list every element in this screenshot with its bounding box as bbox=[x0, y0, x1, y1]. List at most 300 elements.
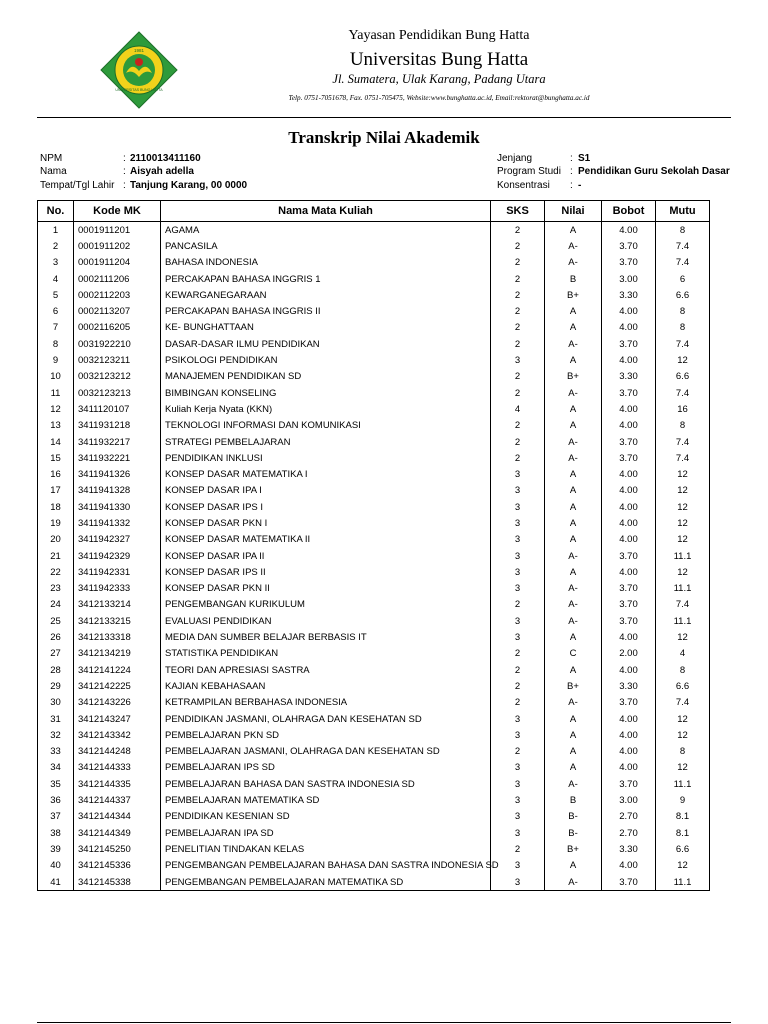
course-credits: 2 bbox=[491, 434, 545, 450]
course-weight: 4.00 bbox=[602, 532, 656, 548]
course-grade: A bbox=[545, 629, 602, 645]
table-row bbox=[38, 744, 710, 760]
course-credits: 3 bbox=[491, 825, 545, 841]
row-number: 7 bbox=[38, 320, 74, 336]
course-quality: 12 bbox=[656, 483, 710, 499]
course-name: KONSEP DASAR IPS I bbox=[161, 499, 491, 515]
row-number: 39 bbox=[38, 841, 74, 857]
course-credits: 2 bbox=[491, 597, 545, 613]
course-credits: 3 bbox=[491, 776, 545, 792]
course-weight: 4.00 bbox=[602, 466, 656, 482]
course-credits: 2 bbox=[491, 662, 545, 678]
table-header-row bbox=[38, 201, 710, 222]
course-grade: B- bbox=[545, 809, 602, 825]
course-grade: B bbox=[545, 271, 602, 287]
course-grade: A- bbox=[545, 385, 602, 401]
level-colon: : bbox=[570, 153, 573, 164]
course-name: TEORI DAN APRESIASI SASTRA bbox=[161, 662, 491, 678]
course-code: 3412133215 bbox=[74, 613, 161, 629]
course-name: PERCAKAPAN BAHASA INGGRIS II bbox=[161, 303, 491, 319]
table-row bbox=[38, 287, 710, 303]
course-weight: 3.30 bbox=[602, 841, 656, 857]
university-address: Jl. Sumatera, Ulak Karang, Padang Utara bbox=[332, 72, 546, 86]
course-grade: A- bbox=[545, 695, 602, 711]
course-quality: 7.4 bbox=[656, 238, 710, 254]
row-number: 6 bbox=[38, 303, 74, 319]
row-number: 37 bbox=[38, 809, 74, 825]
row-number: 19 bbox=[38, 515, 74, 531]
logo-year: 1981 bbox=[133, 48, 145, 53]
table-row bbox=[38, 352, 710, 368]
row-number: 35 bbox=[38, 776, 74, 792]
course-credits: 4 bbox=[491, 401, 545, 417]
course-grade: A- bbox=[545, 336, 602, 352]
course-weight: 3.70 bbox=[602, 385, 656, 401]
table-row bbox=[38, 874, 710, 891]
course-code: 0001911202 bbox=[74, 238, 161, 254]
row-number: 28 bbox=[38, 662, 74, 678]
course-code: 3412145336 bbox=[74, 858, 161, 874]
course-weight: 4.00 bbox=[602, 760, 656, 776]
table-row bbox=[38, 515, 710, 531]
course-code: 3412144333 bbox=[74, 760, 161, 776]
row-number: 36 bbox=[38, 792, 74, 808]
course-name: KONSEP DASAR MATEMATIKA I bbox=[161, 466, 491, 482]
course-grade: A- bbox=[545, 450, 602, 466]
birth-label: Tempat/Tgl Lahir bbox=[40, 180, 115, 191]
course-weight: 3.00 bbox=[602, 271, 656, 287]
course-grade: A bbox=[545, 499, 602, 515]
col-header-weight: Bobot bbox=[602, 201, 656, 222]
course-quality: 12 bbox=[656, 727, 710, 743]
npm-value: 2110013411160 bbox=[130, 153, 201, 164]
course-code: 3412144337 bbox=[74, 792, 161, 808]
col-header-code: Kode MK bbox=[74, 201, 161, 222]
university-contact: Telp. 0751-7051678, Fax. 0751-705475, Website:www.bunghatta.ac.id, Email:rektorat@bunghatta.ac.id bbox=[288, 94, 590, 102]
col-header-credits: SKS bbox=[491, 201, 545, 222]
footer-divider bbox=[37, 1022, 731, 1023]
course-grade: B- bbox=[545, 825, 602, 841]
course-code: 3412144335 bbox=[74, 776, 161, 792]
course-credits: 3 bbox=[491, 532, 545, 548]
name-colon: : bbox=[123, 166, 126, 177]
course-code: 3412141224 bbox=[74, 662, 161, 678]
course-code: 0002111206 bbox=[74, 271, 161, 287]
course-grade: A bbox=[545, 352, 602, 368]
course-grade: A bbox=[545, 466, 602, 482]
course-quality: 12 bbox=[656, 760, 710, 776]
table-body bbox=[38, 222, 710, 891]
course-name: PENELITIAN TINDAKAN KELAS bbox=[161, 841, 491, 857]
row-number: 30 bbox=[38, 695, 74, 711]
course-weight: 4.00 bbox=[602, 401, 656, 417]
course-weight: 4.00 bbox=[602, 352, 656, 368]
course-weight: 2.00 bbox=[602, 646, 656, 662]
course-code: 3412133318 bbox=[74, 629, 161, 645]
course-weight: 4.00 bbox=[602, 711, 656, 727]
course-grade: A- bbox=[545, 238, 602, 254]
course-name: KONSEP DASAR IPA I bbox=[161, 483, 491, 499]
course-quality: 7.4 bbox=[656, 336, 710, 352]
student-info-left bbox=[40, 152, 280, 196]
course-grade: A- bbox=[545, 776, 602, 792]
course-quality: 16 bbox=[656, 401, 710, 417]
row-number: 4 bbox=[38, 271, 74, 287]
birth-value: Tanjung Karang, 00 0000 bbox=[130, 180, 248, 191]
table-row bbox=[38, 450, 710, 466]
course-quality: 4 bbox=[656, 646, 710, 662]
course-weight: 3.70 bbox=[602, 581, 656, 597]
course-name: AGAMA bbox=[161, 222, 491, 239]
course-credits: 3 bbox=[491, 711, 545, 727]
program-label: Program Studi bbox=[497, 166, 561, 177]
row-number: 11 bbox=[38, 385, 74, 401]
table-row bbox=[38, 629, 710, 645]
course-credits: 3 bbox=[491, 760, 545, 776]
course-code: 3411120107 bbox=[74, 401, 161, 417]
row-number: 9 bbox=[38, 352, 74, 368]
course-weight: 4.00 bbox=[602, 727, 656, 743]
header-divider bbox=[37, 117, 731, 118]
course-code: 3412143342 bbox=[74, 727, 161, 743]
row-number: 12 bbox=[38, 401, 74, 417]
course-weight: 4.00 bbox=[602, 564, 656, 580]
course-credits: 2 bbox=[491, 303, 545, 319]
table-row bbox=[38, 418, 710, 434]
table-row bbox=[38, 825, 710, 841]
course-quality: 6.6 bbox=[656, 841, 710, 857]
course-credits: 3 bbox=[491, 727, 545, 743]
row-number: 21 bbox=[38, 548, 74, 564]
course-grade: A- bbox=[545, 597, 602, 613]
row-number: 23 bbox=[38, 581, 74, 597]
course-grade: B+ bbox=[545, 369, 602, 385]
course-quality: 12 bbox=[656, 352, 710, 368]
table-row bbox=[38, 303, 710, 319]
course-quality: 7.4 bbox=[656, 385, 710, 401]
row-number: 24 bbox=[38, 597, 74, 613]
course-credits: 3 bbox=[491, 515, 545, 531]
row-number: 15 bbox=[38, 450, 74, 466]
course-quality: 11.1 bbox=[656, 548, 710, 564]
course-grade: A- bbox=[545, 874, 602, 891]
course-quality: 8.1 bbox=[656, 825, 710, 841]
course-weight: 4.00 bbox=[602, 744, 656, 760]
course-name: KONSEP DASAR IPS II bbox=[161, 564, 491, 580]
row-number: 31 bbox=[38, 711, 74, 727]
course-credits: 3 bbox=[491, 499, 545, 515]
table-row bbox=[38, 466, 710, 482]
course-grade: A bbox=[545, 744, 602, 760]
row-number: 41 bbox=[38, 874, 74, 891]
course-credits: 3 bbox=[491, 564, 545, 580]
name-value: Aisyah adella bbox=[130, 166, 194, 177]
course-quality: 7.4 bbox=[656, 695, 710, 711]
course-credits: 2 bbox=[491, 646, 545, 662]
course-name: MEDIA DAN SUMBER BELAJAR BERBASIS IT bbox=[161, 629, 491, 645]
col-header-no: No. bbox=[38, 201, 74, 222]
npm-colon: : bbox=[123, 153, 126, 164]
course-grade: B+ bbox=[545, 841, 602, 857]
course-quality: 11.1 bbox=[656, 874, 710, 891]
level-value: S1 bbox=[578, 153, 591, 164]
student-info-right bbox=[497, 152, 737, 196]
course-name: KONSEP DASAR PKN I bbox=[161, 515, 491, 531]
course-weight: 2.70 bbox=[602, 809, 656, 825]
course-weight: 4.00 bbox=[602, 629, 656, 645]
course-code: 3412145250 bbox=[74, 841, 161, 857]
table-row bbox=[38, 678, 710, 694]
course-name: PEMBELAJARAN IPA SD bbox=[161, 825, 491, 841]
grades-table bbox=[37, 200, 710, 891]
row-number: 5 bbox=[38, 287, 74, 303]
course-name: KETRAMPILAN BERBAHASA INDONESIA bbox=[161, 695, 491, 711]
course-quality: 11.1 bbox=[656, 613, 710, 629]
course-weight: 3.30 bbox=[602, 369, 656, 385]
table-row bbox=[38, 238, 710, 254]
logo-text: UNIVERSITAS BUNG HATTA bbox=[115, 88, 163, 92]
course-quality: 12 bbox=[656, 858, 710, 874]
table-row bbox=[38, 320, 710, 336]
course-quality: 12 bbox=[656, 564, 710, 580]
course-credits: 3 bbox=[491, 858, 545, 874]
table-row bbox=[38, 483, 710, 499]
course-credits: 3 bbox=[491, 581, 545, 597]
concentration-colon: : bbox=[570, 180, 573, 191]
course-code: 0002112203 bbox=[74, 287, 161, 303]
course-weight: 3.70 bbox=[602, 434, 656, 450]
course-code: 3412144248 bbox=[74, 744, 161, 760]
course-credits: 3 bbox=[491, 466, 545, 482]
level-row bbox=[497, 152, 737, 166]
course-weight: 3.70 bbox=[602, 597, 656, 613]
course-quality: 7.4 bbox=[656, 597, 710, 613]
course-name: Kuliah Kerja Nyata (KKN) bbox=[161, 401, 491, 417]
course-credits: 2 bbox=[491, 369, 545, 385]
row-number: 1 bbox=[38, 222, 74, 239]
course-name: EVALUASI PENDIDIKAN bbox=[161, 613, 491, 629]
course-quality: 6 bbox=[656, 271, 710, 287]
course-weight: 4.00 bbox=[602, 483, 656, 499]
course-quality: 12 bbox=[656, 711, 710, 727]
course-weight: 4.00 bbox=[602, 858, 656, 874]
course-quality: 8 bbox=[656, 303, 710, 319]
table-row bbox=[38, 434, 710, 450]
course-quality: 12 bbox=[656, 515, 710, 531]
course-code: 0031922210 bbox=[74, 336, 161, 352]
course-credits: 2 bbox=[491, 287, 545, 303]
table-row bbox=[38, 532, 710, 548]
course-credits: 2 bbox=[491, 841, 545, 857]
course-credits: 2 bbox=[491, 271, 545, 287]
row-number: 25 bbox=[38, 613, 74, 629]
course-quality: 12 bbox=[656, 466, 710, 482]
course-grade: A bbox=[545, 303, 602, 319]
course-quality: 6.6 bbox=[656, 287, 710, 303]
course-credits: 3 bbox=[491, 613, 545, 629]
course-name: KONSEP DASAR IPA II bbox=[161, 548, 491, 564]
course-weight: 3.30 bbox=[602, 287, 656, 303]
table-row bbox=[38, 613, 710, 629]
course-name: BIMBINGAN KONSELING bbox=[161, 385, 491, 401]
name-label: Nama bbox=[40, 166, 67, 177]
course-quality: 12 bbox=[656, 499, 710, 515]
course-code: 3412144349 bbox=[74, 825, 161, 841]
course-name: PEMBELAJARAN BAHASA DAN SASTRA INDONESIA SD bbox=[161, 776, 491, 792]
col-header-course: Nama Mata Kuliah bbox=[161, 201, 491, 222]
row-number: 34 bbox=[38, 760, 74, 776]
row-number: 33 bbox=[38, 744, 74, 760]
row-number: 26 bbox=[38, 629, 74, 645]
course-code: 0001911204 bbox=[74, 255, 161, 271]
course-name: PEMBELAJARAN MATEMATIKA SD bbox=[161, 792, 491, 808]
table-row bbox=[38, 662, 710, 678]
table-row bbox=[38, 385, 710, 401]
course-quality: 8.1 bbox=[656, 809, 710, 825]
course-grade: B+ bbox=[545, 287, 602, 303]
birth-row bbox=[40, 179, 280, 193]
course-weight: 3.70 bbox=[602, 548, 656, 564]
row-number: 13 bbox=[38, 418, 74, 434]
concentration-value: - bbox=[578, 180, 582, 191]
course-name: PENDIDIKAN KESENIAN SD bbox=[161, 809, 491, 825]
course-credits: 3 bbox=[491, 352, 545, 368]
course-quality: 12 bbox=[656, 532, 710, 548]
row-number: 10 bbox=[38, 369, 74, 385]
course-quality: 7.4 bbox=[656, 450, 710, 466]
course-credits: 2 bbox=[491, 320, 545, 336]
course-weight: 3.70 bbox=[602, 874, 656, 891]
course-code: 3411942329 bbox=[74, 548, 161, 564]
course-code: 3412143247 bbox=[74, 711, 161, 727]
npm-label: NPM bbox=[40, 153, 63, 164]
course-name: PEMBELAJARAN IPS SD bbox=[161, 760, 491, 776]
course-quality: 6.6 bbox=[656, 369, 710, 385]
course-credits: 3 bbox=[491, 548, 545, 564]
course-grade: A bbox=[545, 401, 602, 417]
row-number: 18 bbox=[38, 499, 74, 515]
course-weight: 4.00 bbox=[602, 222, 656, 239]
course-name: PSIKOLOGI PENDIDIKAN bbox=[161, 352, 491, 368]
course-code: 3412144344 bbox=[74, 809, 161, 825]
table-row bbox=[38, 841, 710, 857]
course-name: DASAR-DASAR ILMU PENDIDIKAN bbox=[161, 336, 491, 352]
table-row bbox=[38, 597, 710, 613]
course-credits: 2 bbox=[491, 222, 545, 239]
course-grade: A- bbox=[545, 434, 602, 450]
course-quality: 7.4 bbox=[656, 255, 710, 271]
course-quality: 8 bbox=[656, 320, 710, 336]
course-grade: A bbox=[545, 727, 602, 743]
table-row bbox=[38, 760, 710, 776]
course-weight: 3.70 bbox=[602, 450, 656, 466]
course-weight: 3.70 bbox=[602, 255, 656, 271]
table-row bbox=[38, 711, 710, 727]
university-name: Universitas Bung Hatta bbox=[349, 49, 529, 70]
row-number: 2 bbox=[38, 238, 74, 254]
course-weight: 4.00 bbox=[602, 320, 656, 336]
course-name: PANCASILA bbox=[161, 238, 491, 254]
course-quality: 8 bbox=[656, 418, 710, 434]
col-header-quality: Mutu bbox=[656, 201, 710, 222]
course-name: STATISTIKA PENDIDIKAN bbox=[161, 646, 491, 662]
row-number: 32 bbox=[38, 727, 74, 743]
table-row bbox=[38, 336, 710, 352]
course-grade: B bbox=[545, 792, 602, 808]
course-grade: B+ bbox=[545, 678, 602, 694]
npm-row bbox=[40, 152, 280, 166]
course-weight: 4.00 bbox=[602, 662, 656, 678]
course-weight: 3.00 bbox=[602, 792, 656, 808]
row-number: 29 bbox=[38, 678, 74, 694]
course-credits: 3 bbox=[491, 629, 545, 645]
table-row bbox=[38, 548, 710, 564]
course-grade: A bbox=[545, 515, 602, 531]
course-name: KAJIAN KEBAHASAAN bbox=[161, 678, 491, 694]
row-number: 40 bbox=[38, 858, 74, 874]
course-grade: A bbox=[545, 858, 602, 874]
course-weight: 3.70 bbox=[602, 776, 656, 792]
course-code: 3412143226 bbox=[74, 695, 161, 711]
course-code: 3411941330 bbox=[74, 499, 161, 515]
course-weight: 3.70 bbox=[602, 695, 656, 711]
course-weight: 2.70 bbox=[602, 825, 656, 841]
course-code: 3412133214 bbox=[74, 597, 161, 613]
course-code: 0032123211 bbox=[74, 352, 161, 368]
row-number: 38 bbox=[38, 825, 74, 841]
col-header-grade: Nilai bbox=[545, 201, 602, 222]
course-name: PERCAKAPAN BAHASA INGGRIS 1 bbox=[161, 271, 491, 287]
table-row bbox=[38, 858, 710, 874]
course-code: 3412134219 bbox=[74, 646, 161, 662]
course-credits: 3 bbox=[491, 809, 545, 825]
row-number: 16 bbox=[38, 466, 74, 482]
table-row bbox=[38, 564, 710, 580]
course-weight: 4.00 bbox=[602, 303, 656, 319]
program-value: Pendidikan Guru Sekolah Dasar bbox=[578, 166, 730, 177]
course-credits: 2 bbox=[491, 695, 545, 711]
course-weight: 4.00 bbox=[602, 499, 656, 515]
course-grade: A bbox=[545, 532, 602, 548]
course-quality: 8 bbox=[656, 744, 710, 760]
program-row bbox=[497, 165, 737, 179]
table-row bbox=[38, 255, 710, 271]
course-grade: A bbox=[545, 222, 602, 239]
course-name: PENDIDIKAN INKLUSI bbox=[161, 450, 491, 466]
course-grade: A- bbox=[545, 581, 602, 597]
table-row bbox=[38, 646, 710, 662]
row-number: 22 bbox=[38, 564, 74, 580]
course-quality: 7.4 bbox=[656, 434, 710, 450]
row-number: 3 bbox=[38, 255, 74, 271]
table-row bbox=[38, 809, 710, 825]
course-code: 3411941326 bbox=[74, 466, 161, 482]
course-code: 3412142225 bbox=[74, 678, 161, 694]
course-weight: 3.70 bbox=[602, 238, 656, 254]
birth-colon: : bbox=[123, 180, 126, 191]
course-credits: 2 bbox=[491, 336, 545, 352]
course-quality: 8 bbox=[656, 662, 710, 678]
course-credits: 3 bbox=[491, 792, 545, 808]
course-name: PENGEMBANGAN KURIKULUM bbox=[161, 597, 491, 613]
course-weight: 4.00 bbox=[602, 515, 656, 531]
course-name: KONSEP DASAR MATEMATIKA II bbox=[161, 532, 491, 548]
row-number: 20 bbox=[38, 532, 74, 548]
course-code: 3411932221 bbox=[74, 450, 161, 466]
course-grade: A bbox=[545, 711, 602, 727]
table-row bbox=[38, 695, 710, 711]
level-label: Jenjang bbox=[497, 153, 533, 164]
